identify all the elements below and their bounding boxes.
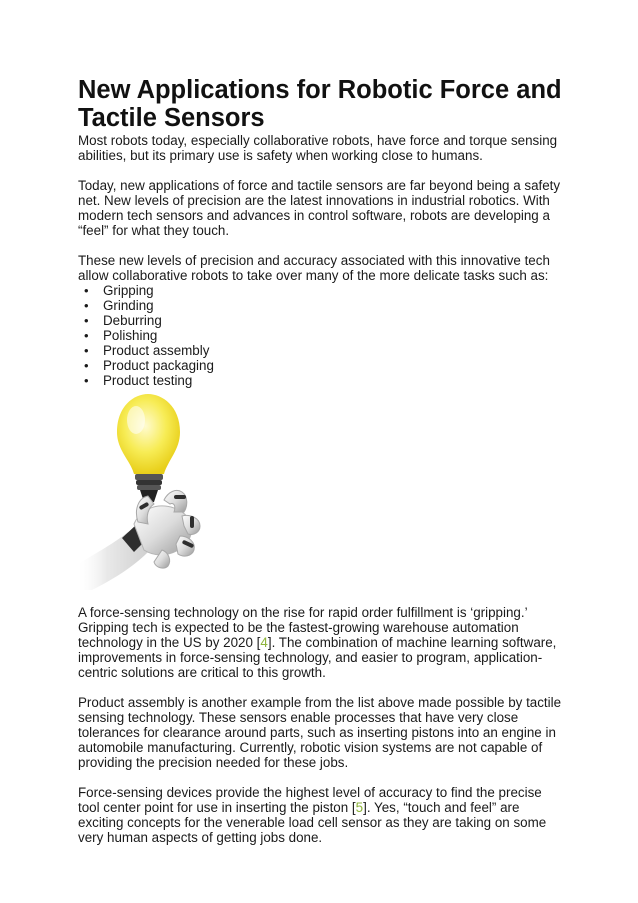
- list-item: • Product testing: [84, 373, 193, 388]
- bullet-icon: •: [84, 313, 89, 328]
- paragraph-force-sensing: Force-sensing devices provide the highest level of accuracy to find the precise tool center point for use in inserting the piston [5]. Yes, “touch and feel” are exciting concepts for the venerable load cell sensor as they are taking on some very human aspects of getting jobs done.: [78, 785, 547, 845]
- bullet-icon: •: [84, 283, 89, 298]
- paragraph-precision: These new levels of precision and accuracy associated with this innovative tech allow collaborative robots to take over many of the more delicate tasks such as:: [78, 253, 550, 283]
- robot-hand-lightbulb-icon: [78, 392, 228, 590]
- list-item: • Deburring: [84, 313, 162, 328]
- list-item: • Polishing: [84, 328, 158, 343]
- bullet-icon: •: [84, 298, 89, 313]
- reference-link-4[interactable]: 4: [260, 635, 268, 650]
- list-item: • Product packaging: [84, 358, 214, 373]
- task-list: [78, 283, 562, 388]
- list-item: • Product assembly: [84, 343, 210, 358]
- reference-link-5[interactable]: 5: [355, 800, 364, 815]
- paragraph-intro: Most robots today, especially collaborative robots, have force and torque sensing abilities, but its primary use is safety when working close to humans.: [78, 133, 558, 163]
- paragraph-applications: Today, new applications of force and tactile sensors are far beyond being a safety net. New levels of precision are the latest innovations in industrial robotics. With modern tech sensors and advances in control software, robots are developing a “feel” for what they touch.: [78, 178, 561, 238]
- paragraph-gripping: A force-sensing technology on the rise for rapid order fulfillment is ‘gripping.’ Gripping tech is expected to be the fastest-growing warehouse automation technology in the US by 2020 [4]. The combination of machine learning software, improvements in force-sensing technology, and easier to program, application-centric solutions are critical to this growth.: [78, 605, 557, 680]
- robot-hand-lightbulb-image: [78, 392, 228, 590]
- bullet-icon: •: [84, 358, 89, 373]
- page-title: New Applications for Robotic Force and Tactile Sensors: [78, 76, 562, 132]
- list-item: • Grinding: [84, 298, 154, 313]
- bullet-icon: •: [84, 343, 89, 358]
- paragraph-assembly: Product assembly is another example from the list above made possible by tactile sensing technology. These sensors enable processes that have very close tolerances for clearance around parts, such as inserting pistons into an engine in automobile manufacturing. Currently, robotic vision systems are not capable of providing the precision needed for these jobs.: [78, 695, 562, 770]
- document-page: [78, 76, 562, 845]
- list-item: • Gripping: [84, 283, 154, 298]
- bullet-icon: •: [84, 328, 89, 343]
- bullet-icon: •: [84, 373, 89, 388]
